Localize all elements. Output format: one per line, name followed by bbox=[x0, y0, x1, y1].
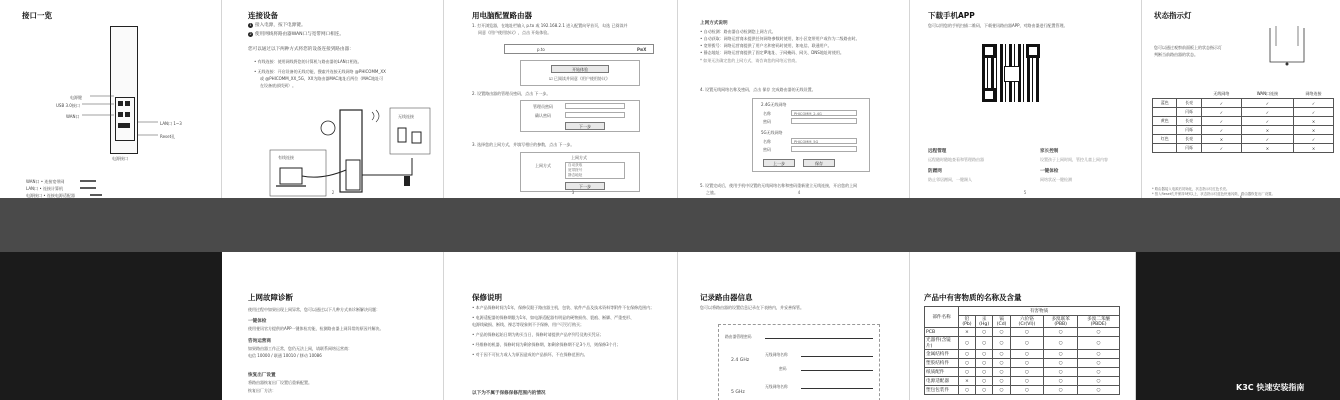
mode-select[interactable] bbox=[565, 162, 625, 179]
panel-troubleshoot bbox=[222, 252, 444, 400]
page-number: 6 bbox=[1239, 195, 1243, 198]
panel-hazardous bbox=[910, 252, 1136, 400]
confirm-label: 确认密码 bbox=[535, 113, 551, 118]
table-row: 塑胶结构件 ○ ○ ○ ○ ○ ○ bbox=[925, 359, 1120, 368]
led-note-2: * 按入Reset孔并保持5秒以上，状态指示灯蓝色快速闪烁，路由器恢复出厂设置。 bbox=[1152, 192, 1275, 196]
step-2-text: 2. 设置路由器的管理员密码，点击 下一步。 bbox=[472, 91, 551, 96]
wifi-card bbox=[752, 98, 870, 172]
col-header: 无线网络 bbox=[1213, 91, 1230, 96]
bullet-wired: • 有线连接：使用网线将您的计算机与路由器的LAN口相连。 bbox=[254, 59, 362, 64]
mode-label: 上网方式 bbox=[535, 163, 551, 168]
led-note: * 路由器接入电源后初始化，状态指示灯红色长亮。 bbox=[1152, 187, 1230, 191]
feature-title: 远程管理 bbox=[928, 149, 947, 154]
panel-connect bbox=[222, 0, 444, 198]
cover-panel bbox=[1136, 252, 1340, 400]
bullet-wireless-cont2: 在设备底部找到）。 bbox=[260, 83, 296, 88]
panel-app bbox=[910, 0, 1142, 198]
mode-line: • 静态地址：网络运营商提供了固定IP地址、子网掩码、网关、DNS地址时使用。 bbox=[700, 50, 844, 55]
page-title: 连接设备 bbox=[248, 11, 278, 20]
browser-logo: P⊞X bbox=[637, 47, 647, 52]
page-title: 产品中有害物质的名称及含量 bbox=[924, 293, 1022, 302]
page-number: 4 bbox=[797, 190, 801, 195]
app-desc: 您可以用您的手机扫描二维码，下载斐讯路由器APP，对路由器进行配置管理。 bbox=[928, 23, 1068, 28]
warranty-line: • 经维修的机器，保修时间为剩余保修期，如剩余保修期不足3个月，则保修3个月； bbox=[472, 342, 621, 347]
table-row: 闪烁 ✓ × × bbox=[1153, 144, 1334, 153]
ssid-label: 名称 bbox=[763, 111, 771, 116]
panel-mode-explain bbox=[678, 0, 910, 198]
panel-warranty bbox=[444, 252, 678, 400]
table-row: 塑包包装件 ○ ○ ○ ○ ○ ○ bbox=[925, 386, 1120, 395]
legend-lan: LAN口 • 连接计算机 bbox=[26, 186, 63, 191]
mode-option[interactable]: 静态地址 bbox=[568, 173, 583, 177]
table-row: 光器件(含镜片) ○ ○ ○ ○ ○ ○ bbox=[925, 337, 1120, 350]
warranty-line: • 本产品保修时间为1年，保修仅限于路由器主机，包装、软件产品及技术资料等附件不在保修范围内； bbox=[472, 305, 655, 310]
col-header: 多溴联苯(PBB) bbox=[1044, 316, 1078, 328]
sub-text: 如果路由器工作正常，您仍无法上网，请联系网络运营商： bbox=[248, 346, 352, 351]
panel-record bbox=[678, 252, 910, 400]
step-2: 2 使用网线将路由器WAN口与宽带网口相连。 bbox=[249, 32, 344, 37]
section-title: 上网方式说明 bbox=[700, 21, 728, 26]
led-desc: 您可以通过观察前面板上的状态指示灯 bbox=[1154, 45, 1222, 50]
table-row: 黄色 长亮 ✓ ✓ × bbox=[1153, 117, 1334, 126]
label-lan: LAN口 1~3 bbox=[160, 121, 182, 126]
panel-pc-setup bbox=[444, 0, 678, 198]
page-title: 下载手机APP bbox=[928, 11, 975, 20]
step-4-text: 4. 设置无线网络名称及密码，点击 保存 完成路由器的无线设置。 bbox=[700, 87, 816, 92]
sub-text: 将路由器恢复出厂设置后重新配置。 bbox=[248, 380, 312, 385]
step-3-text: 3. 选择您的上网方式，并填写相应的参数，点击 下一步。 bbox=[472, 142, 575, 147]
wifi5-name-line[interactable] bbox=[801, 388, 873, 389]
hazard-table bbox=[924, 306, 1120, 395]
wifi24-pwd-line[interactable] bbox=[801, 370, 873, 371]
feature-title: 防蹭网 bbox=[928, 169, 942, 174]
led-table bbox=[1152, 90, 1334, 153]
band-5: 5 GHz bbox=[731, 390, 745, 395]
label-wired: 有线连接 bbox=[278, 155, 294, 160]
mode-line: • 宽带拨号：网络运营商提供了用户名和密码时使用，如电信、联通用户。 bbox=[700, 43, 832, 48]
start-card bbox=[520, 60, 640, 86]
page-title: 接口一览 bbox=[22, 11, 52, 20]
page-title: 状态指示灯 bbox=[1154, 11, 1192, 20]
led-router-drawing bbox=[1142, 0, 1340, 90]
col-header: WAN口连接 bbox=[1256, 91, 1279, 96]
qr-code[interactable] bbox=[982, 44, 1040, 102]
label-power-port: 电源接口 bbox=[112, 156, 128, 161]
sub-heading: 恢复出厂设置 bbox=[248, 373, 276, 378]
table-row: 电源适配器 × ○ ○ ○ ○ ○ bbox=[925, 377, 1120, 386]
wifi5-label: 5G无线网络 bbox=[761, 130, 783, 135]
panel-interfaces bbox=[0, 0, 222, 198]
mode-title: 上网方式 bbox=[571, 155, 587, 160]
admin-line[interactable] bbox=[765, 338, 873, 339]
mode-line: • 自动获取：网络运营商未提供任何网络参数时使用，如小区宽带用户或作为二级路由时。 bbox=[700, 36, 860, 41]
sub-heading: 一键体检 bbox=[248, 319, 267, 324]
pwd24-input[interactable] bbox=[791, 118, 857, 124]
mode-note: * 如果无法确定您的上网方式，请咨询您的网络运营商。 bbox=[700, 58, 800, 63]
save-button[interactable]: 保存 bbox=[803, 159, 835, 167]
sub-heading: 咨询运营商 bbox=[248, 339, 271, 344]
start-button[interactable]: 开始体验 bbox=[551, 65, 609, 73]
wifi24-label: 2.4G无线网络 bbox=[761, 102, 787, 107]
feature-title: 家长控制 bbox=[1040, 149, 1059, 154]
password-card bbox=[520, 100, 640, 132]
next-button[interactable]: 下一步 bbox=[565, 182, 605, 190]
label-reset: Reset孔 bbox=[160, 134, 176, 139]
col-header: 部件名称 bbox=[925, 307, 959, 328]
label-usb: USB 3.0接口 bbox=[56, 103, 80, 108]
bullet-wireless: • 无线连接：开启设备的无线功能，搜索并连接无线网络 @PHICOMM_XX bbox=[254, 69, 386, 74]
table-row: 闪烁 ✓ × × bbox=[1153, 126, 1334, 135]
page-number: 5 bbox=[1023, 190, 1027, 195]
panel-status-led bbox=[1142, 0, 1340, 198]
intro-text: 您可以通过以下两种方式将您的设备连接到路由器： bbox=[248, 47, 354, 52]
ssid-label: 名称 bbox=[763, 139, 771, 144]
pwd-label: 密码 bbox=[763, 147, 771, 152]
cover-title: K3C 快速安装指南 bbox=[1236, 383, 1305, 392]
sub-text: 恢复出厂方法： bbox=[248, 388, 276, 393]
table-row: PCB × ○ ○ ○ ○ ○ bbox=[925, 328, 1120, 337]
mode-option[interactable]: 宽带拨号 bbox=[568, 168, 583, 172]
table-row: 金属结构件 ○ ○ ○ ○ ○ ○ bbox=[925, 350, 1120, 359]
agree-checkbox[interactable]: ☑ 已阅读并同意《用户使用协议》 bbox=[549, 76, 610, 81]
legend-power: 电源接口 • 连接电源适配器 bbox=[26, 193, 75, 198]
page-number: 2 bbox=[331, 190, 335, 195]
col-header: 汞(Hg) bbox=[975, 316, 993, 328]
admin-label: 路由器管理密码 bbox=[725, 334, 752, 339]
ssid24-input[interactable]: PHICOMM_2.4G bbox=[791, 110, 857, 116]
connection-diagram bbox=[222, 0, 444, 198]
col-header: 铅(Pb) bbox=[959, 316, 976, 328]
table-row: 蓝色 长亮 ✓ ✓ ✓ bbox=[1153, 99, 1334, 108]
page-title: 保修说明 bbox=[472, 293, 502, 302]
label-power-key: 电源键 bbox=[70, 95, 82, 100]
record-card bbox=[718, 324, 880, 400]
feature-desc: 设置孩子上网时间，管控儿童上网内容 bbox=[1040, 157, 1108, 162]
sub-heading: 以下为不属于保修保修范围内的情况 bbox=[472, 391, 546, 396]
pwd5-input[interactable] bbox=[791, 146, 857, 152]
leader-lines bbox=[0, 0, 222, 198]
feature-title: 一键体检 bbox=[1040, 169, 1059, 174]
legend-wan: WAN口 • 连接宽带网 bbox=[26, 179, 65, 184]
warranty-line: 电源线破损、断线、裸芯等现象则不予保修，用户可另行购买； bbox=[472, 322, 584, 327]
warranty-line: • 产品的保修起始日期为购买当日，保修时请提供产品序列号及购买凭证； bbox=[472, 332, 604, 337]
mode-option[interactable]: 自动获取 bbox=[568, 163, 583, 167]
prev-button[interactable]: 上一步 bbox=[763, 159, 795, 167]
step-5-text: 5. 设置完成后，使用手机中设置的无线网络名称和密码重新建立无线连接，开启您的上网 bbox=[700, 183, 858, 188]
step-5-text-cont: 之旅。 bbox=[706, 190, 718, 195]
col-header: 网络连接 bbox=[1305, 91, 1322, 96]
page-title: 上网故障诊断 bbox=[248, 293, 293, 302]
wifi-name-label: 无线网络名称 bbox=[765, 352, 788, 357]
manual-sheet-bottom bbox=[0, 252, 1340, 400]
page-number: 3 bbox=[571, 190, 575, 195]
col-header: 六价铬(Cr(VI)) bbox=[1010, 316, 1043, 328]
feature-desc: 远程随时随地查看和管理路由器 bbox=[928, 157, 984, 162]
bullet-wireless-cont: 或 @PHICOMM_XX_5G，XX为路由器MAC地址后两位（MAC地址可 bbox=[260, 76, 384, 81]
manual-sheet-top bbox=[0, 0, 1340, 198]
next-button[interactable]: 下一步 bbox=[565, 122, 605, 130]
feature-desc: 网络状况一键检测 bbox=[1040, 177, 1072, 182]
page-title: 记录路由器信息 bbox=[700, 293, 753, 302]
record-desc: 您可以将路由器的设置信息记录在下表格内，并妥善保管。 bbox=[700, 305, 804, 310]
wifi-logo-icon bbox=[1004, 66, 1020, 82]
password-label: 管理员密码 bbox=[533, 104, 553, 109]
band-24: 2.4 GHz bbox=[731, 358, 750, 363]
step-1-text-cont: 同意《用户使用协议》，点击 开始体验。 bbox=[478, 30, 552, 35]
address-text: p.to bbox=[537, 47, 545, 52]
label-wan: WAN口 bbox=[66, 114, 80, 119]
step-1: 1 接入电源，按下电源键。 bbox=[249, 23, 306, 28]
table-row: 纸质配件 ○ ○ ○ ○ ○ ○ bbox=[925, 368, 1120, 377]
col-header: 镉(Cd) bbox=[993, 316, 1010, 328]
table-row: 闪烁 ✓ ✓ ✓ bbox=[1153, 108, 1334, 117]
label-wireless: 无线连接 bbox=[398, 114, 414, 119]
table-row: 红色 长亮 × ✓ ✓ bbox=[1153, 135, 1334, 144]
confirm-input[interactable] bbox=[565, 112, 625, 118]
page-title: 用电脑配置路由器 bbox=[472, 11, 532, 20]
sub-text: 使用斐讯官方提供的APP一键体检功能，检测路由器上网异常的原因并解决。 bbox=[248, 326, 384, 331]
led-desc-cont: 判断当前路由器的状态。 bbox=[1154, 52, 1198, 57]
ssid5-input[interactable]: PHICOMM_5G bbox=[791, 138, 857, 144]
password-input[interactable] bbox=[565, 103, 625, 109]
wifi-pwd-label: 密码 bbox=[779, 366, 787, 371]
wifi24-name-line[interactable] bbox=[801, 356, 873, 357]
dark-back-panel bbox=[0, 252, 222, 400]
warranty-line: • 对于因不可抗力或人为原因造成的产品损坏，不在保修范围内。 bbox=[472, 352, 588, 357]
pwd-label: 密码 bbox=[763, 119, 771, 124]
sub-text: 电信 10000 / 联通 10010 / 移动 10086 bbox=[248, 353, 322, 358]
mode-card bbox=[520, 152, 640, 192]
intro-text: 使用过程中如果出现上网异常，您可以通过以下几种方式来诊断解决问题： bbox=[248, 307, 380, 312]
col-header: 有害物质 bbox=[959, 307, 1120, 316]
col-header: 多溴二苯醚(PBDE) bbox=[1078, 316, 1120, 328]
browser-address-bar[interactable] bbox=[504, 44, 654, 54]
warranty-line: • 电源适配器的保修期限为1年，如电源适配器有明显的硬物损伤、裂痕、断脚、严重变形、 bbox=[472, 315, 635, 320]
feature-desc: 防止邻居蹭网，一键踢人 bbox=[928, 177, 972, 182]
mode-line: • 自动检测：路由器自动检测您上网方式。 bbox=[700, 29, 776, 34]
wifi-name-label: 无线网络名称 bbox=[765, 384, 788, 389]
step-1-text: 1. 打开浏览器，在地址栏输入 p.to 或 192.168.2.1 进入配置向导首页，勾选 已阅读并 bbox=[472, 23, 628, 28]
